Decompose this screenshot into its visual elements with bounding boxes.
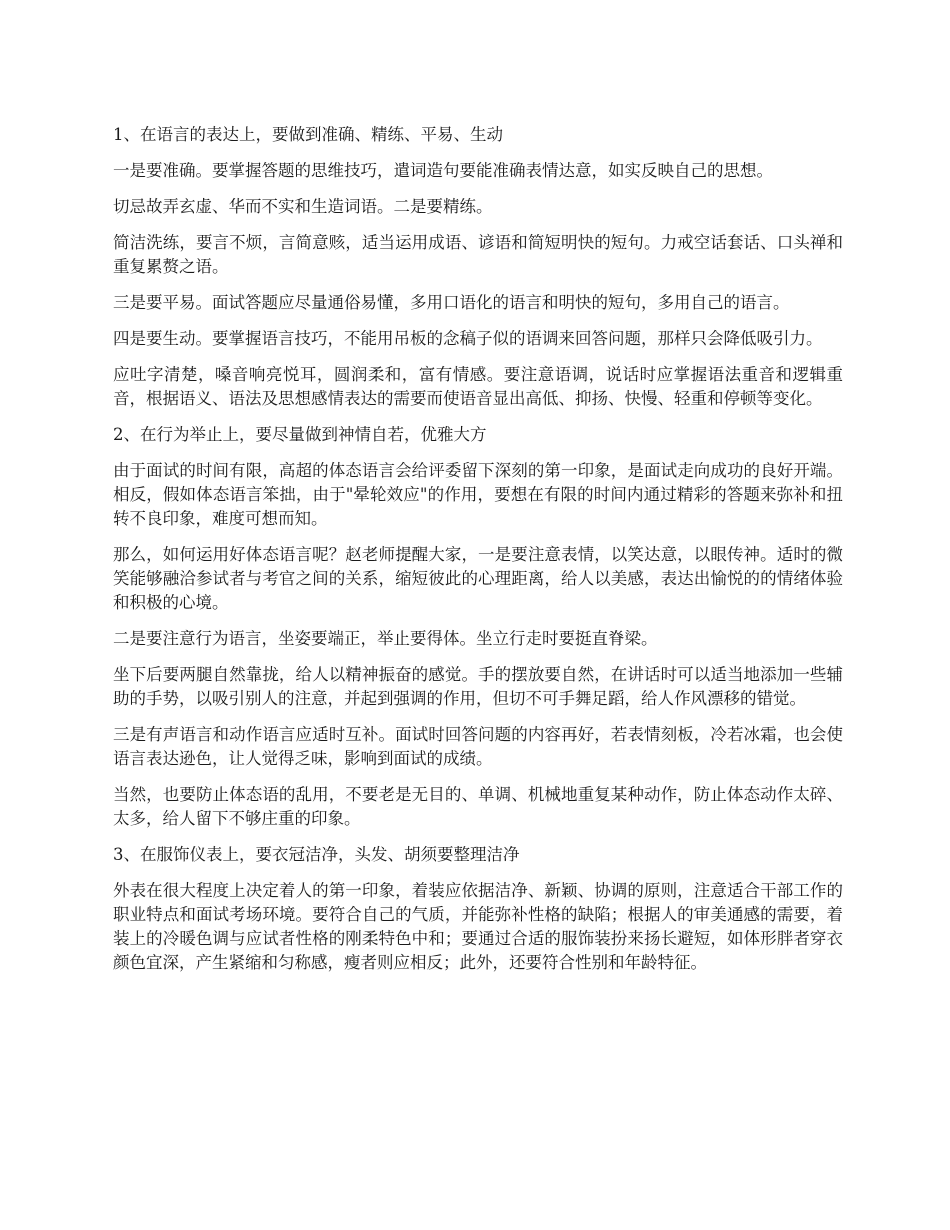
paragraph: 当然，也要防止体态语的乱用，不要老是无目的、单调、机械地重复某种动作，防止体态动作太碎、太多，给人留下不够庄重的印象。 (113, 785, 843, 828)
paragraph: 由于面试的时间有限，高超的体态语言会给评委留下深刻的第一印象，是面试走向成功的良好开端。相反，假如体态语言笨拙，由于"晕轮效应"的作用，要想在有限的时间内通过精彩的答题来弥补和扭转不良印象，难度可想而知。 (113, 461, 843, 528)
paragraph: 切忌故弄玄虚、华而不实和生造词语。二是要精练。 (113, 197, 493, 216)
paragraph: 三是要平易。面试答题应尽量通俗易懂，多用口语化的语言和明快的短句，多用自己的语言。 (113, 293, 790, 312)
document-page (113, 123, 843, 987)
paragraph: 坐下后要两腿自然靠拢，给人以精神振奋的感觉。手的摆放要自然，在讲话时可以适当地添加一些辅助的手势，以吸引别人的注意，并起到强调的作用，但切不可手舞足蹈，给人作风漂移的错觉。 (113, 665, 843, 708)
paragraph: 一是要准确。要掌握答题的思维技巧，遣词造句要能准确表情达意，如实反映自己的思想。 (113, 161, 773, 180)
paragraph: 外表在很大程度上决定着人的第一印象，着装应依据洁净、新颖、协调的原则，注意适合干部工作的职业特点和面试考场环境。要符合自己的气质，并能弥补性格的缺陷；根据人的审美通感的需要，着装上的冷暖色调与应试者性格的刚柔特色中和；要通过合适的服饰装扮来扬长避短，如体形胖者穿衣颜色宜深，产生紧缩和匀称感，瘦者则应相反；此外，还要符合性别和年龄特征。 (113, 881, 843, 972)
paragraph: 简洁洗练，要言不烦，言简意赅，适当运用成语、谚语和简短明快的短句。力戒空话套话、口头禅和重复累赘之语。 (113, 233, 843, 276)
section-heading-behavior: 2、在行为举止上，要尽量做到神情自若，优雅大方 (113, 425, 487, 444)
paragraph: 应吐字清楚，嗓音响亮悦耳，圆润柔和，富有情感。要注意语调，说话时应掌握语法重音和逻辑重音，根据语义、语法及思想感情表达的需要而使语音显出高低、抑扬、快慢、轻重和停顿等变化。 (113, 365, 843, 408)
section-heading-appearance: 3、在服饰仪表上，要衣冠洁净，头发、胡须要整理洁净 (113, 845, 520, 864)
paragraph: 二是要注意行为语言，坐姿要端正，举止要得体。坐立行走时要挺直脊梁。 (113, 629, 658, 648)
section-heading-language: 1、在语言的表达上，要做到准确、精练、平易、生动 (113, 125, 503, 144)
paragraph: 三是有声语言和动作语言应适时互补。面试时回答问题的内容再好，若表情刻板，冷若冰霜，也会使语言表达逊色，让人觉得乏味，影响到面试的成绩。 (113, 725, 843, 768)
paragraph: 那么，如何运用好体态语言呢？赵老师提醒大家，一是要注意表情，以笑达意，以眼传神。适时的微笑能够融洽参试者与考官之间的关系，缩短彼此的心理距离，给人以美感，表达出愉悦的的情绪体验和积极的心境。 (113, 545, 843, 612)
paragraph: 四是要生动。要掌握语言技巧，不能用吊板的念稿子似的语调来回答问题，那样只会降低吸引力。 (113, 329, 823, 348)
